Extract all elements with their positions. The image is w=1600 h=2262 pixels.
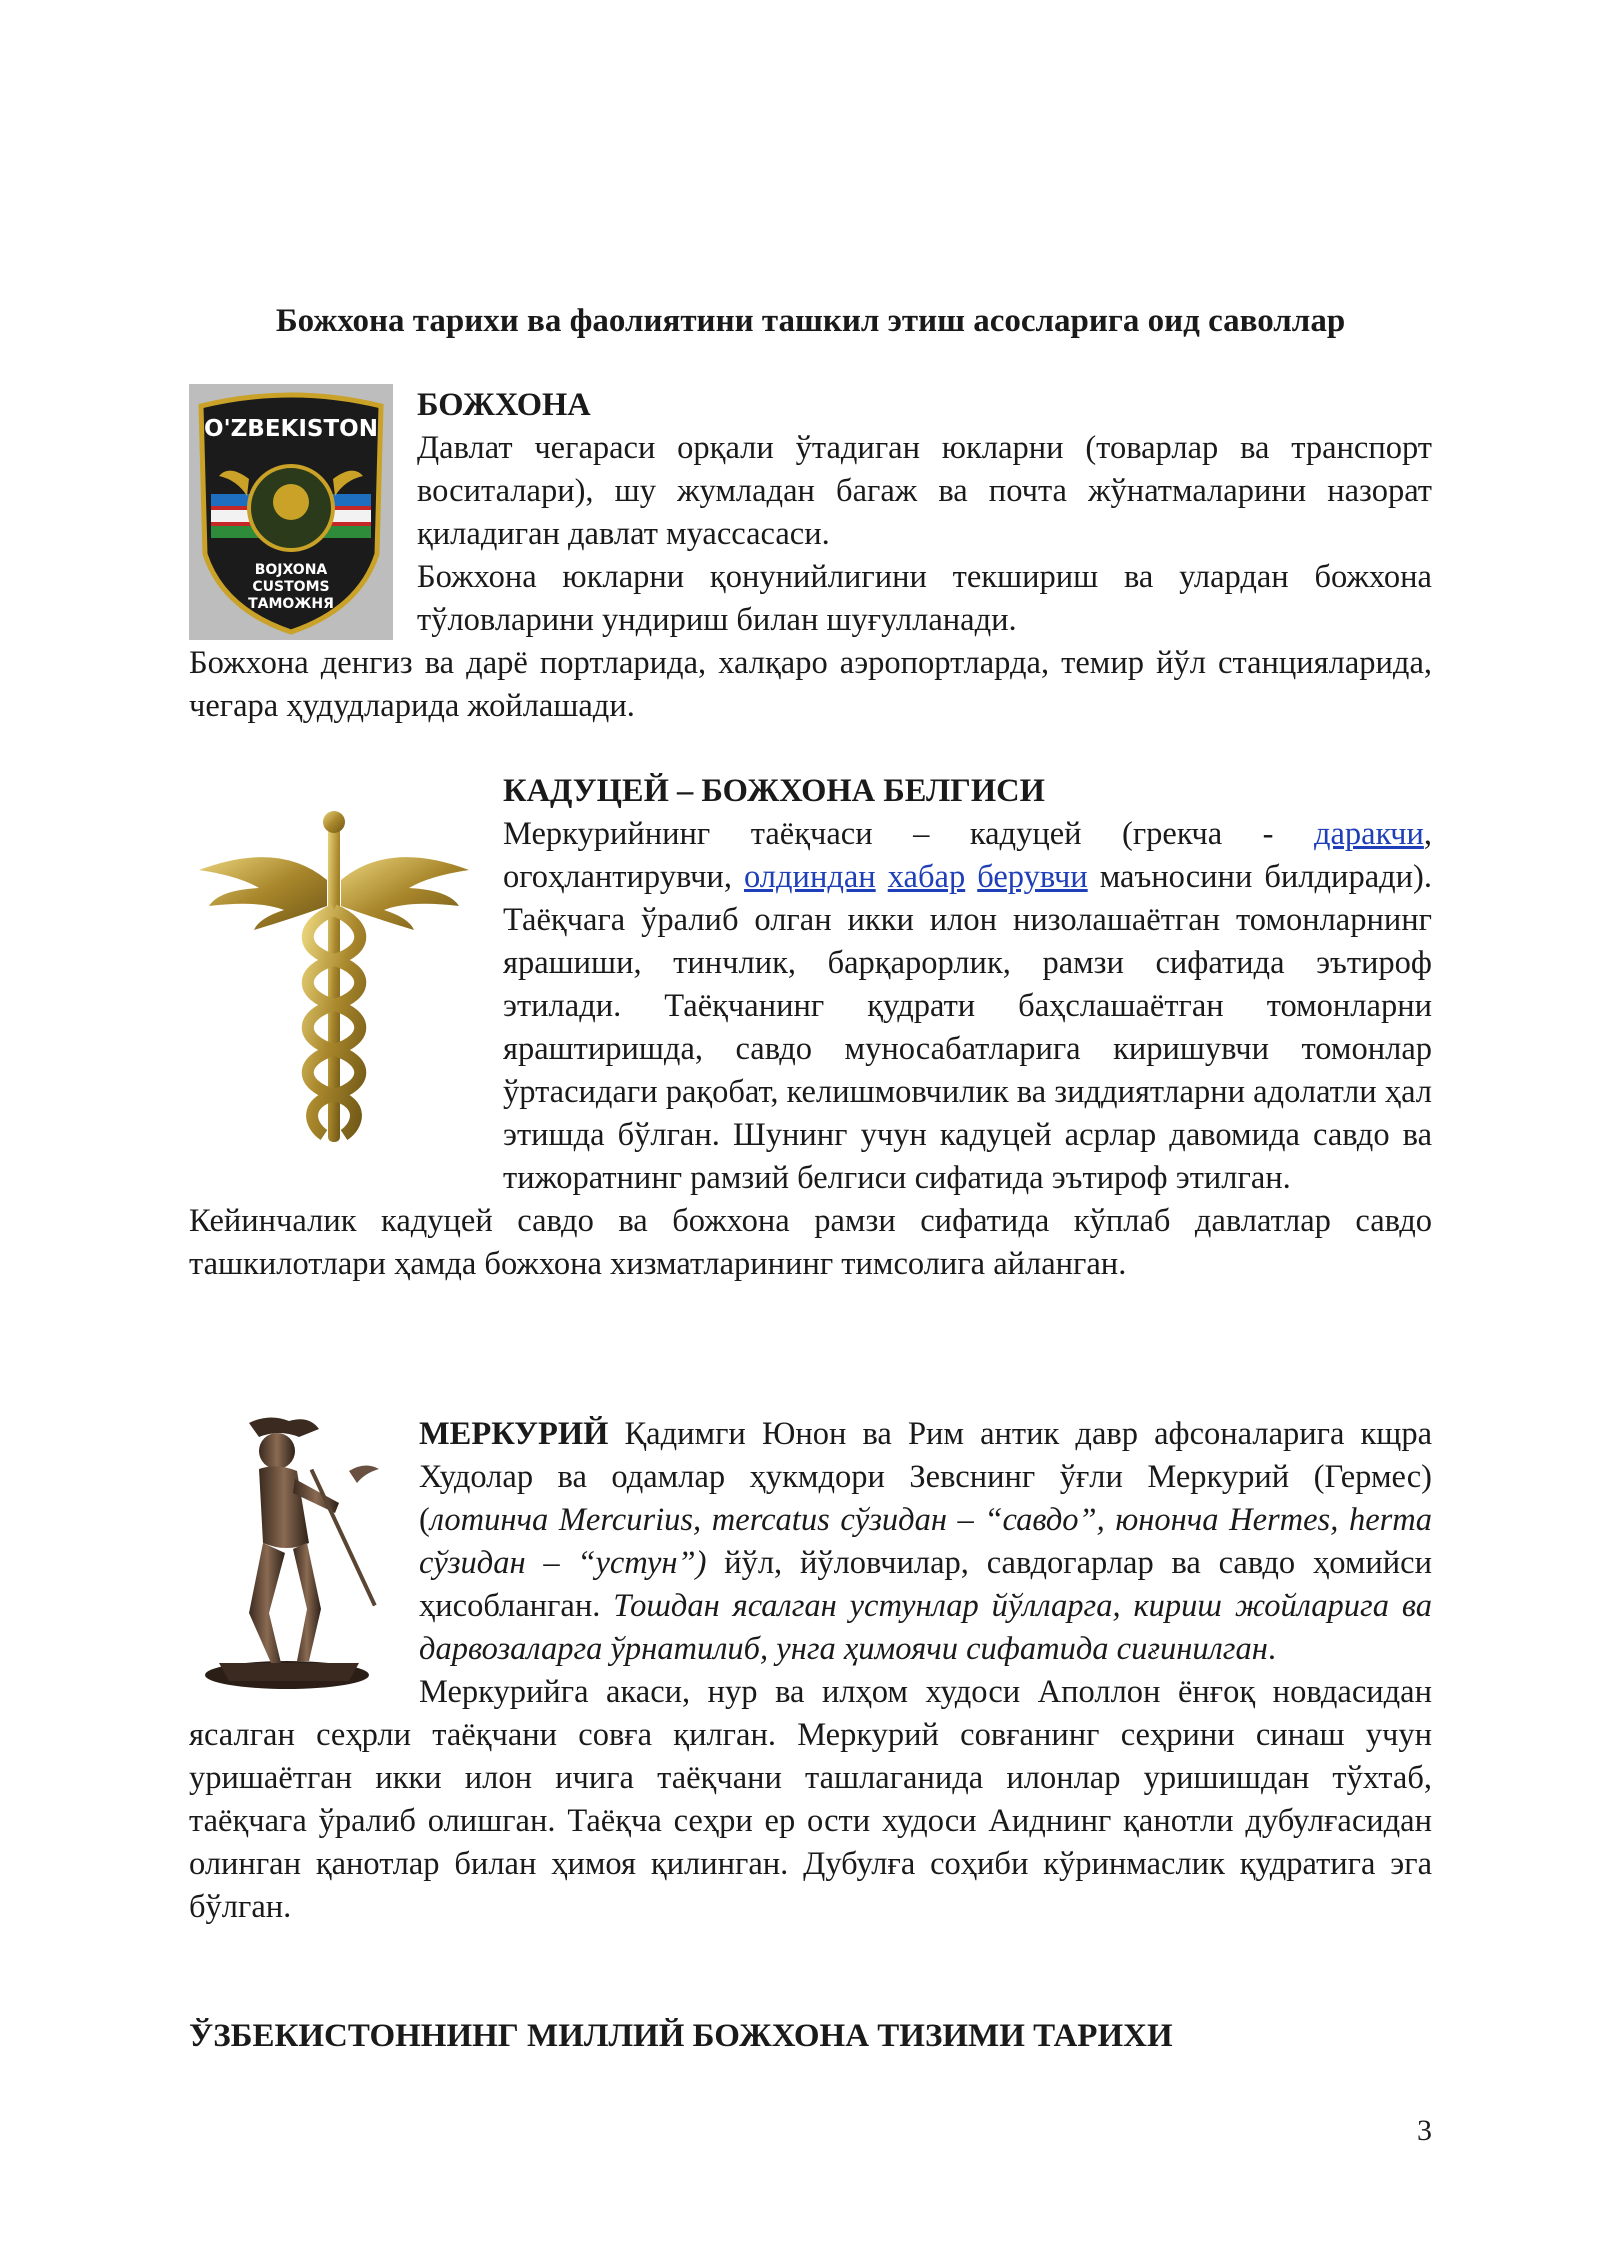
section-heading-history: ЎЗБЕКИСТОННИНГ МИЛЛИЙ БОЖХОНА ТИЗИМИ ТАРИХИ	[189, 2018, 1173, 2054]
emblem-top-text: O'ZBEKISTON	[204, 416, 378, 442]
paragraph: Давлат чегараси орқали ўтадиган юкларни (товарлар ва транспорт воситалари), шу жумладан багаж ва почта жўнатмаларини назорат қиладиган давлат муассасаси.	[417, 430, 1432, 552]
emblem-line1: BOJXONA	[254, 562, 328, 578]
emblem-line3: ТАМОЖНЯ	[248, 596, 334, 612]
paragraph: Кейинчалик кадуцей савдо ва божхона рамзи сифатида кўплаб давлатлар савдо ташкилотлари ҳамда божхона хизматларининг тимсолига айланган.	[189, 1203, 1432, 1282]
link-beruvchi[interactable]: берувчи	[977, 859, 1088, 895]
link-darakchi[interactable]: даракчи	[1313, 816, 1424, 852]
caduceus-image	[189, 810, 479, 1190]
customs-emblem-image	[189, 384, 393, 640]
section-heading-customs: БОЖХОНА	[417, 387, 591, 423]
paragraph: Меркурийга акаси, нур ва илҳом худоси Аполлон ёнғоқ новдасидан ясалган сеҳрли таёқчани совға қилган. Меркурий совғанинг сеҳрини синаш учун уришаётган икки илон ичига таёқчани ташлаганида илонлар уришишдан тўхтаб, таёқчага ўралиб олишган. Таёқча сеҳри ер ости худоси Аиднинг қанотли дубулғасидан олинган қанотлар билан ҳимоя қилинган. Дубулға соҳиби кўринмаслик қудратига эга бўлган.	[189, 1674, 1432, 1925]
mercury-statue-image	[189, 1413, 401, 1695]
paragraph-mercury-intro: МЕРКУРИЙ Қадимги Юнон ва Рим антик давр афсоналарига кщра Худолар ва одамлар ҳукмдори Зевснинг ўғли Меркурий (Гермес) (лотинча Mercurius, mercatus сўзидан – “савдо”, юнонча Hermes, herma сўзидан – “устун”) йўл, йўловчилар, савдогарлар ва савдо ҳомийси ҳисобланган. Тошдан ясалган устунлар йўлларга, кириш жойларига ва дарвозаларга ўрнатилиб, унга ҳимоячи сифатида сиғинилган.	[419, 1416, 1432, 1667]
section-heading-caduceus: КАДУЦЕЙ – БОЖХОНА БЕЛГИСИ	[503, 773, 1045, 809]
page-number: 3	[1417, 2114, 1432, 2147]
paragraph: Божхона юкларни қонунийлигини текшириш ва улардан божхона тўловларини ундириш билан шуғулланади.	[417, 559, 1432, 638]
page-title: Божхона тарихи ва фаолиятини ташкил этиш асосларига оид саволлар	[275, 303, 1346, 339]
link-xabar[interactable]: хабар	[887, 859, 966, 895]
section-customs	[189, 384, 1432, 728]
paragraph: Божхона денгиз ва дарё портларида, халқаро аэропортларда, темир йўл станцияларида, чегара ҳудудларида жойлашади.	[189, 645, 1432, 724]
link-oldindan[interactable]: олдиндан	[743, 859, 876, 895]
section-heading-mercury: МЕРКУРИЙ	[419, 1416, 609, 1452]
document-page	[189, 0, 1432, 2262]
emblem-line2: CUSTOMS	[252, 579, 330, 595]
section-caduceus	[189, 770, 1432, 1286]
paragraph-caduceus-meaning: Меркурийнинг таёқчаси – кадуцей (грекча - даракчи, огоҳлантирувчи, олдиндан хабар берувчи маъносини билдиради). Таёқчага ўралиб олган икки илон низолашаётган томонларнинг ярашиши, тинчлик, барқарорлик, рамзи сифатида эътироф этилади. Таёқчанинг қудрати баҳслашаётган томонларни яраштиришда, савдо муносабатларига киришувчи томонлар ўртасидаги рақобат, келишмовчилик ва зиддиятларни адолатли ҳал этишда бўлган. Шунинг учун кадуцей асрлар давомида савдо ва тижоратнинг рамзий белгиси сифатида эътироф этилган.	[503, 816, 1432, 1196]
section-mercury	[189, 1413, 1432, 1929]
